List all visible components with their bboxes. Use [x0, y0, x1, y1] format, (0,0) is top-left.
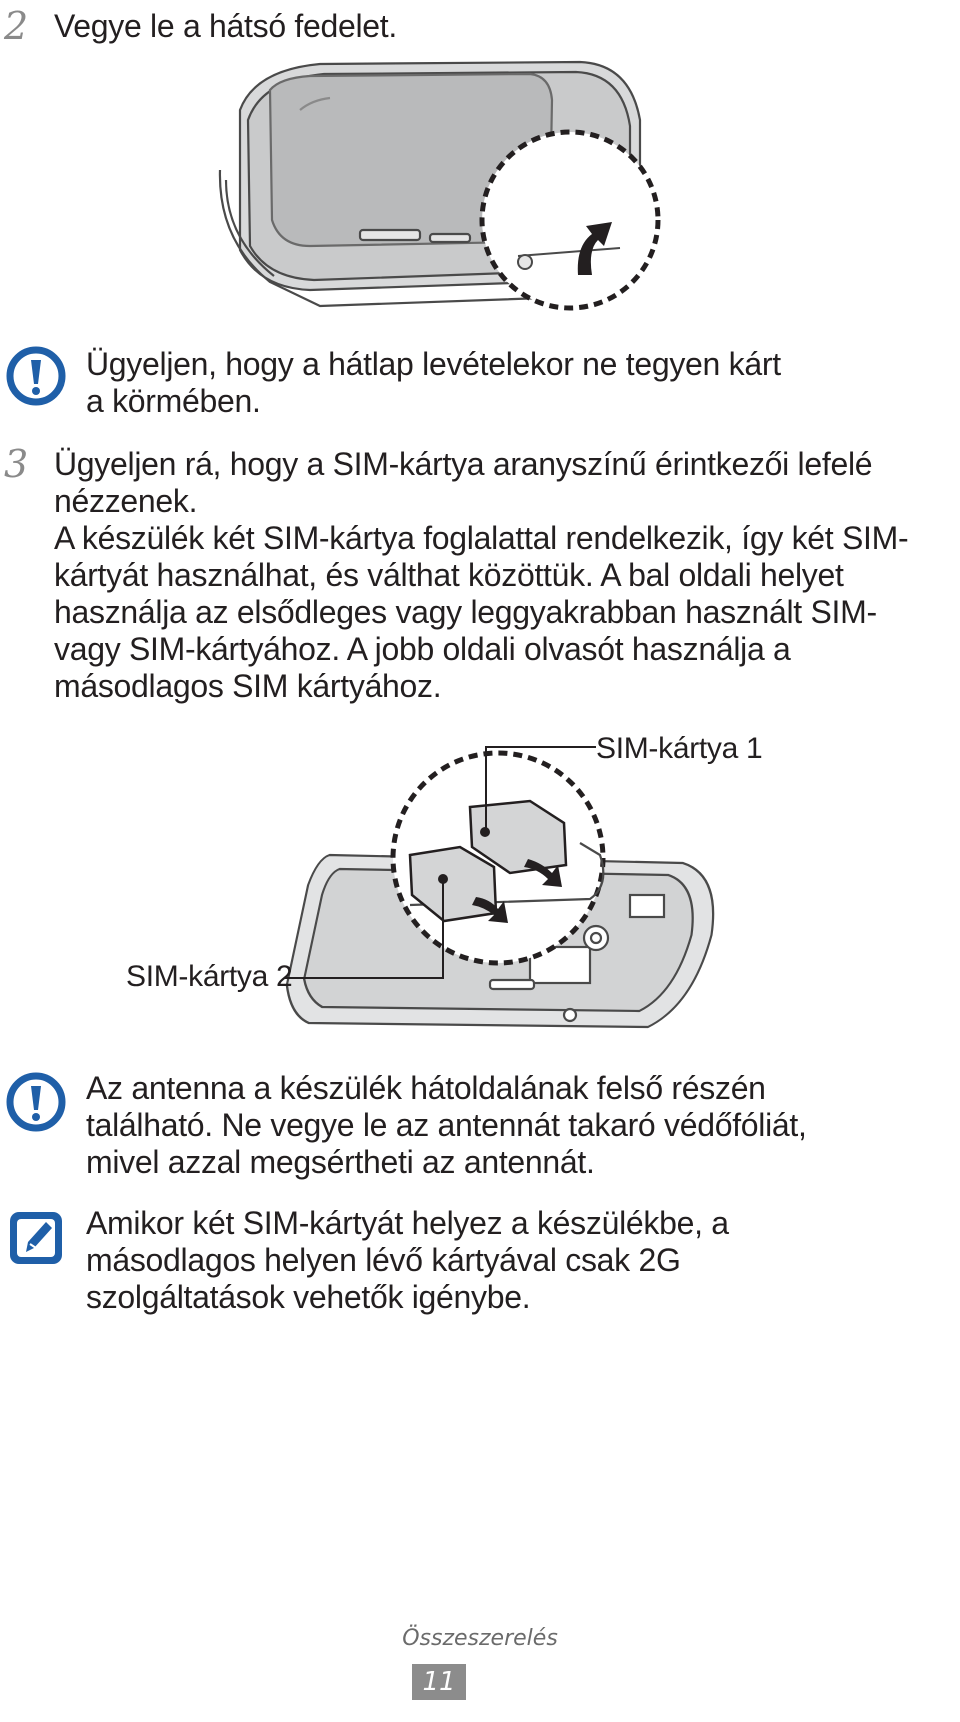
warning-2-text: Az antenna a készülék hátoldalának felső részén található. Ne vegye le az antennát takaró védőfóliát, mivel azzal megsértheti az antennát. [86, 1070, 807, 1180]
step-number-3: 3 [4, 442, 29, 486]
note-text: Amikor két SIM-kártyát helyez a készülékbe, a másodlagos helyen lévő kártyával csak 2G szolgáltatások vehetők igénybe. [86, 1205, 729, 1315]
footer-section-title: Összeszerelés [402, 1626, 558, 1651]
sim-card-2-label: SIM-kártya 2 [126, 960, 293, 993]
back-cover-removal-illustration [200, 50, 670, 320]
sim-card-1-label: SIM-kártya 1 [596, 732, 763, 765]
step-2-text: Vegye le a hátsó fedelet. [54, 8, 397, 44]
step-3-paragraph-1: Ügyeljen rá, hogy a SIM-kártya aranyszínű érintkezői lefelé nézzenek. [54, 446, 873, 519]
page-number: 11 [412, 1664, 466, 1700]
sim-insertion-illustration [110, 735, 830, 1045]
step-3-paragraph-2: A készülék két SIM-kártya foglalattal rendelkezik, így két SIM-kártyát használhat, és válthat közöttük. A bal oldali helyet használja az elsődleges vagy leggyakrabban használt SIM- vagy SIM-kártyához. A jobb oldali olvasót használja a másodlagos SIM kártyához. [54, 520, 909, 704]
step-3-text [54, 446, 920, 705]
detail-magnifier-circle [482, 132, 658, 308]
note-pencil-icon [6, 1208, 66, 1268]
warning-1-text: Ügyeljen, hogy a hátlap levételekor ne tegyen kárt a körmében. [86, 346, 781, 419]
exclamation-warning-icon [6, 346, 66, 406]
exclamation-warning-icon [6, 1072, 66, 1132]
step-number-2: 2 [4, 4, 29, 48]
sim-detail-magnifier-circle [393, 753, 603, 963]
